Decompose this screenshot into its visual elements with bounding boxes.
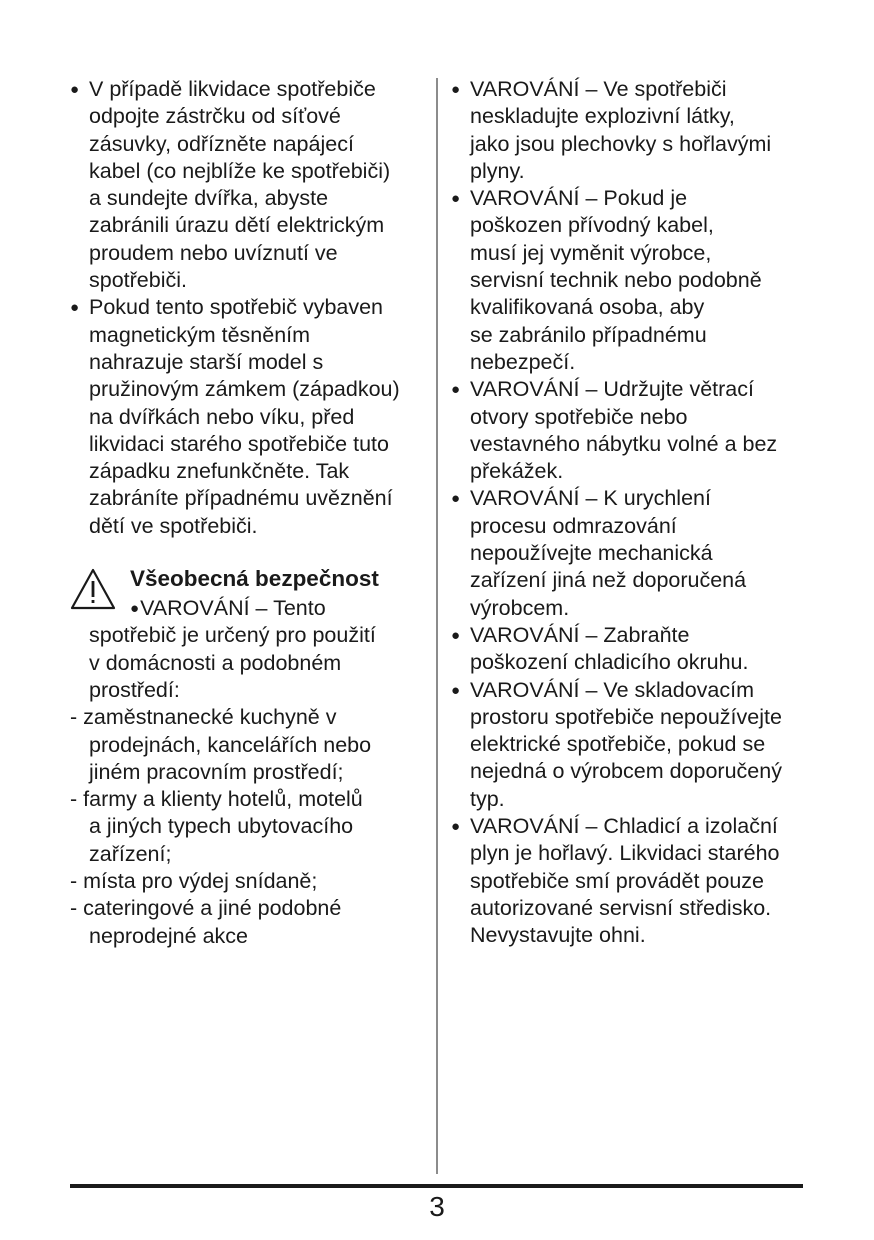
- bullet-text: [89, 294, 430, 540]
- bullet-item: [451, 185, 821, 376]
- text-line: musí jej vyměnit výrobce,: [470, 240, 712, 265]
- text-line: odpojte zástrčku od síťové: [89, 104, 341, 129]
- bullet-icon: ●: [70, 81, 80, 98]
- bullet-text: [470, 376, 821, 485]
- bullet-icon: ●: [451, 81, 461, 98]
- dash-item: [70, 704, 430, 786]
- text-line: elektrické spotřebiče, pokud se: [470, 732, 766, 757]
- intro-text: VAROVÁNÍ – Tento: [140, 596, 326, 621]
- text-line: prostoru spotřebiče nepoužívejte: [470, 704, 782, 729]
- bullet-icon: ●: [451, 190, 461, 208]
- bullet-text: [470, 677, 821, 813]
- text-line: nebezpečí.: [470, 349, 576, 374]
- dash-item: [70, 786, 430, 868]
- text-line: typ.: [470, 786, 505, 811]
- bullet-icon: ●: [451, 681, 461, 699]
- text-line: spotřebiče smí provádět pouze: [470, 868, 764, 893]
- text-line: VAROVÁNÍ – Pokud je: [470, 186, 688, 211]
- section-intro-first: [130, 595, 430, 622]
- text-line: a sundejte dvířka, abyste: [89, 186, 329, 211]
- text-line: VAROVÁNÍ – Udržujte větrací: [470, 377, 754, 402]
- bullet-text: [470, 76, 821, 185]
- text-line: a jiných typech ubytovacího: [89, 814, 354, 839]
- bullet-item: [451, 485, 821, 621]
- bullet-icon: ●: [451, 818, 461, 836]
- text-line: kabel (co nejblíže ke spotřebiči): [89, 158, 391, 183]
- text-line: - zaměstnanecké kuchyně v: [70, 705, 337, 730]
- footer-rule: [70, 1184, 803, 1188]
- text-line: dětí ve spotřebiči.: [89, 513, 258, 538]
- column-divider: [436, 78, 438, 1174]
- text-line: - farmy a klienty hotelů, motelů: [70, 787, 363, 812]
- bullet-item: [451, 76, 821, 185]
- bullet-item: [451, 376, 821, 485]
- text-line: neskladujte explozivní látky,: [470, 104, 735, 129]
- text-line: nejedná o výrobcem doporučený: [470, 759, 782, 784]
- text-line: procesu odmrazování: [470, 513, 677, 538]
- text-line: poškozen přívodný kabel,: [470, 213, 714, 238]
- section-title: Všeobecná bezpečnost: [130, 566, 379, 592]
- bullet-icon: ●: [70, 299, 80, 317]
- bullet-text: [470, 622, 821, 677]
- right-column: [451, 76, 821, 950]
- text-line: jako jsou plechovky s hořlavými: [470, 131, 772, 156]
- text-line: VAROVÁNÍ – K urychlení: [470, 486, 711, 511]
- dash-item: [70, 868, 430, 895]
- text-line: zařízení;: [89, 841, 172, 866]
- text-line: servisní technik nebo podobně: [470, 268, 762, 293]
- bullet-item: [451, 677, 821, 813]
- text-line: VAROVÁNÍ – Ve spotřebiči: [470, 77, 727, 101]
- bullet-text: [470, 185, 821, 376]
- text-line: VAROVÁNÍ – Chladicí a izolační: [470, 814, 778, 839]
- bullet-icon: ●: [130, 600, 140, 618]
- text-line: neprodejné akce: [89, 923, 248, 948]
- text-line: VAROVÁNÍ – Zabraňte: [470, 622, 690, 647]
- text-line: V případě likvidace spotřebiče: [89, 77, 376, 101]
- text-line: autorizované servisní středisko.: [470, 895, 772, 920]
- text-line: kvalifikovaná osoba, aby: [470, 295, 705, 320]
- text-line: jiném pracovním prostředí;: [89, 759, 344, 784]
- page-number: 3: [429, 1191, 445, 1222]
- bullet-icon: ●: [451, 490, 461, 508]
- text-line: nahrazuje starší model s: [89, 349, 324, 374]
- text-line: zabráníte případnému uvěznění: [89, 486, 393, 511]
- text-line: západku znefunkčněte. Tak: [89, 459, 350, 484]
- bullet-text: [470, 485, 821, 621]
- text-line: proudem nebo uvíznutí ve: [89, 240, 338, 265]
- text-line: plyny.: [470, 158, 525, 183]
- text-line: Nevystavujte ohni.: [470, 923, 646, 948]
- text-line: v domácnosti a podobném: [89, 650, 342, 675]
- bullet-icon: ●: [451, 626, 461, 644]
- text-line: VAROVÁNÍ – Ve skladovacím: [470, 677, 754, 702]
- text-line: Pokud tento spotřebič vybaven: [89, 295, 384, 320]
- text-line: prodejnách, kancelářích nebo: [89, 732, 372, 757]
- dash-item: [70, 895, 430, 950]
- text-line: spotřebič je určený pro použití: [89, 623, 376, 648]
- bullet-text: [470, 813, 821, 949]
- bullet-item: [451, 622, 821, 677]
- bullet-text: [89, 76, 430, 294]
- text-line: zařízení jiná než doporučená: [470, 568, 747, 593]
- text-line: zabránili úrazu dětí elektrickým: [89, 213, 385, 238]
- text-line: prostředí:: [89, 677, 180, 702]
- warning-triangle-icon: [70, 567, 116, 611]
- bullet-item: [451, 813, 821, 949]
- text-line: spotřebiči.: [89, 268, 187, 293]
- section-intro-rest: [70, 622, 430, 704]
- text-line: - místa pro výdej snídaně;: [70, 869, 318, 894]
- text-line: - cateringové a jiné podobné: [70, 896, 342, 921]
- text-line: plyn je hořlavý. Likvidaci starého: [470, 841, 780, 866]
- bullet-item: [70, 294, 430, 540]
- text-line: na dvířkách nebo víku, před: [89, 404, 355, 429]
- bullet-item: [70, 76, 430, 294]
- text-line: poškození chladicího okruhu.: [470, 650, 749, 675]
- text-line: výrobcem.: [470, 595, 570, 620]
- text-line: vestavného nábytku volné a bez: [470, 431, 778, 456]
- text-line: zásuvky, odřízněte napájecí: [89, 131, 354, 156]
- bullet-icon: ●: [451, 381, 461, 399]
- text-line: překážek.: [470, 459, 564, 484]
- text-line: otvory spotřebiče nebo: [470, 404, 688, 429]
- text-line: magnetickým těsněním: [89, 322, 311, 347]
- left-column: [70, 76, 430, 950]
- text-line: pružinovým zámkem (západkou): [89, 377, 400, 402]
- text-line: likvidaci starého spotřebiče tuto: [89, 431, 389, 456]
- text-line: se zabránilo případnému: [470, 322, 707, 347]
- text-line: nepoužívejte mechanická: [470, 541, 713, 566]
- section-general-safety: [70, 563, 430, 622]
